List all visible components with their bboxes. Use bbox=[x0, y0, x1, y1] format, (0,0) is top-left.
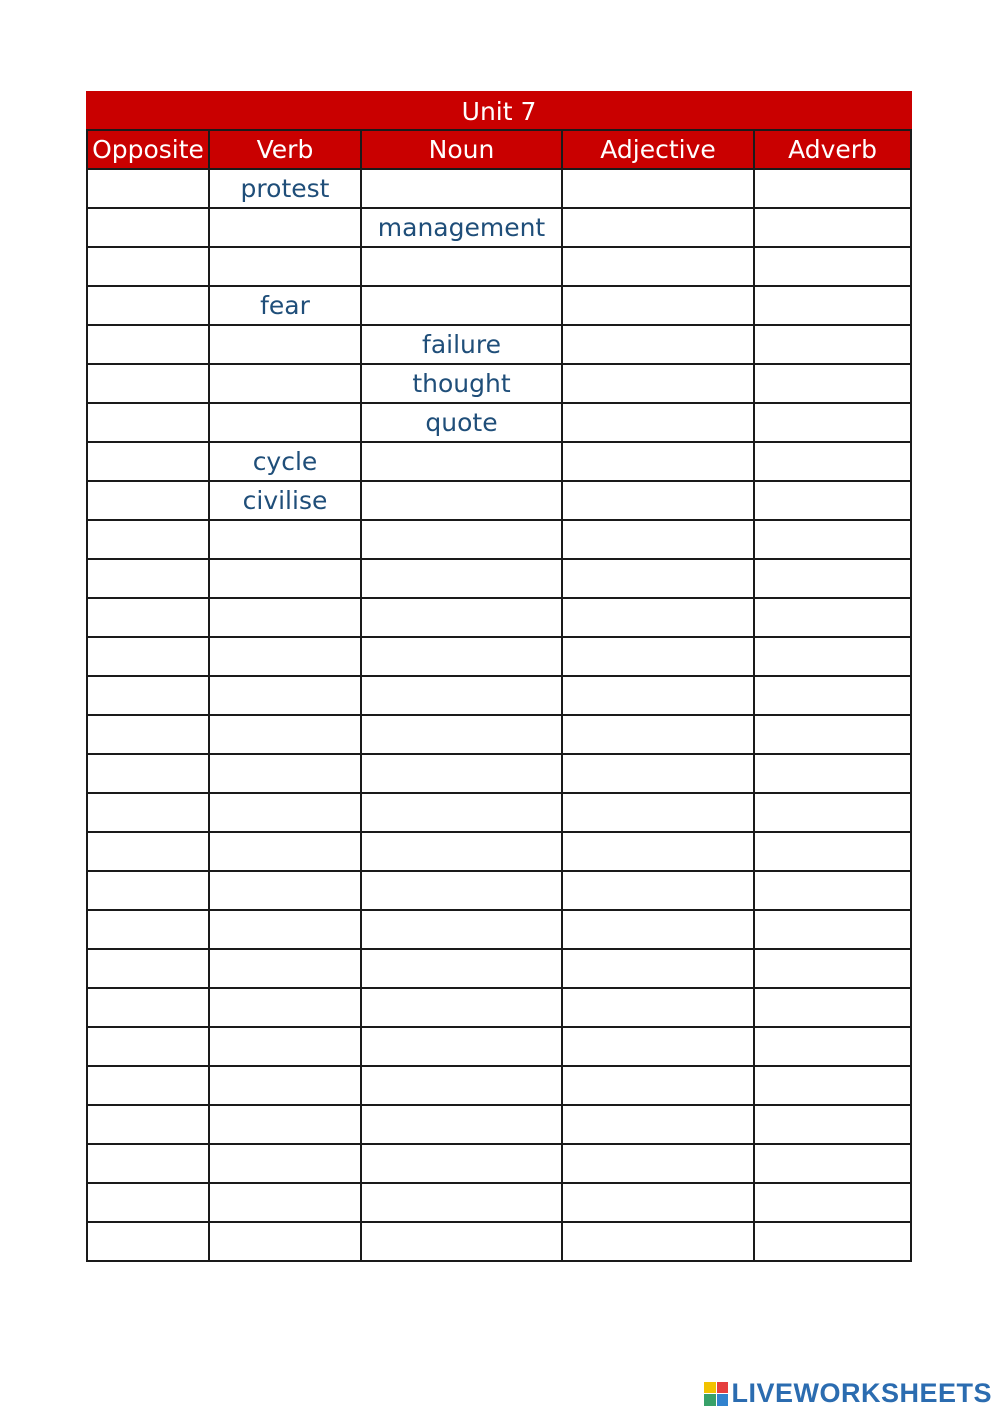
table-row bbox=[87, 1183, 911, 1222]
logo-square bbox=[704, 1394, 716, 1406]
column-header-noun: Noun bbox=[361, 130, 562, 169]
table-row bbox=[87, 715, 911, 754]
cell-adjective[interactable] bbox=[562, 676, 754, 715]
cell-adjective[interactable] bbox=[562, 1183, 754, 1222]
cell-adverb[interactable] bbox=[754, 910, 911, 949]
cell-adverb[interactable] bbox=[754, 1183, 911, 1222]
cell-verb[interactable] bbox=[209, 520, 361, 559]
cell-verb[interactable] bbox=[209, 793, 361, 832]
cell-verb: cycle bbox=[209, 442, 361, 481]
cell-opposite[interactable] bbox=[87, 637, 209, 676]
cell-adverb[interactable] bbox=[754, 481, 911, 520]
cell-adjective[interactable] bbox=[562, 949, 754, 988]
cell-adjective[interactable] bbox=[562, 715, 754, 754]
cell-opposite[interactable] bbox=[87, 208, 209, 247]
cell-adverb[interactable] bbox=[754, 949, 911, 988]
cell-opposite[interactable] bbox=[87, 325, 209, 364]
cell-adjective[interactable] bbox=[562, 325, 754, 364]
cell-adverb[interactable] bbox=[754, 325, 911, 364]
cell-verb[interactable] bbox=[209, 1183, 361, 1222]
cell-adverb[interactable] bbox=[754, 1105, 911, 1144]
cell-noun[interactable] bbox=[361, 1222, 562, 1261]
table-row bbox=[87, 598, 911, 637]
column-header-verb: Verb bbox=[209, 130, 361, 169]
cell-adverb[interactable] bbox=[754, 1027, 911, 1066]
cell-noun[interactable] bbox=[361, 988, 562, 1027]
cell-adverb[interactable] bbox=[754, 247, 911, 286]
cell-adverb[interactable] bbox=[754, 1222, 911, 1261]
table-row bbox=[87, 364, 911, 403]
cell-adjective[interactable] bbox=[562, 910, 754, 949]
cell-adverb[interactable] bbox=[754, 520, 911, 559]
cell-noun[interactable] bbox=[361, 871, 562, 910]
table-row bbox=[87, 910, 911, 949]
cell-noun[interactable] bbox=[361, 247, 562, 286]
table-row bbox=[87, 286, 911, 325]
cell-noun[interactable] bbox=[361, 1066, 562, 1105]
cell-adverb[interactable] bbox=[754, 169, 911, 208]
cell-opposite[interactable] bbox=[87, 1027, 209, 1066]
cell-noun[interactable] bbox=[361, 637, 562, 676]
cell-verb[interactable] bbox=[209, 637, 361, 676]
cell-verb[interactable] bbox=[209, 598, 361, 637]
cell-opposite[interactable] bbox=[87, 286, 209, 325]
cell-verb[interactable] bbox=[209, 754, 361, 793]
cell-verb[interactable] bbox=[209, 364, 361, 403]
cell-verb[interactable] bbox=[209, 676, 361, 715]
cell-adjective[interactable] bbox=[562, 1066, 754, 1105]
cell-verb[interactable] bbox=[209, 871, 361, 910]
table-body bbox=[87, 169, 911, 1261]
cell-verb[interactable] bbox=[209, 949, 361, 988]
cell-adverb[interactable] bbox=[754, 598, 911, 637]
cell-opposite[interactable] bbox=[87, 364, 209, 403]
cell-adjective[interactable] bbox=[562, 286, 754, 325]
table-row bbox=[87, 1144, 911, 1183]
cell-adverb[interactable] bbox=[754, 442, 911, 481]
cell-noun[interactable] bbox=[361, 754, 562, 793]
cell-opposite[interactable] bbox=[87, 715, 209, 754]
table-row bbox=[87, 247, 911, 286]
cell-verb[interactable] bbox=[209, 559, 361, 598]
column-header-adjective: Adjective bbox=[562, 130, 754, 169]
cell-adverb[interactable] bbox=[754, 208, 911, 247]
logo-text: LIVEWORKSHEETS bbox=[731, 1378, 992, 1408]
cell-adjective[interactable] bbox=[562, 364, 754, 403]
cell-noun[interactable] bbox=[361, 949, 562, 988]
table-row bbox=[87, 754, 911, 793]
table-row bbox=[87, 1027, 911, 1066]
cell-adjective[interactable] bbox=[562, 169, 754, 208]
cell-adjective[interactable] bbox=[562, 481, 754, 520]
cell-adverb[interactable] bbox=[754, 754, 911, 793]
cell-noun[interactable] bbox=[361, 793, 562, 832]
cell-adjective[interactable] bbox=[562, 793, 754, 832]
cell-adjective[interactable] bbox=[562, 442, 754, 481]
cell-noun[interactable] bbox=[361, 481, 562, 520]
table-row bbox=[87, 871, 911, 910]
cell-noun[interactable] bbox=[361, 715, 562, 754]
cell-adjective[interactable] bbox=[562, 637, 754, 676]
cell-verb: fear bbox=[209, 286, 361, 325]
cell-adverb[interactable] bbox=[754, 832, 911, 871]
cell-opposite[interactable] bbox=[87, 169, 209, 208]
table-row bbox=[87, 676, 911, 715]
cell-adverb[interactable] bbox=[754, 286, 911, 325]
title-row bbox=[87, 92, 911, 130]
cell-noun[interactable] bbox=[361, 559, 562, 598]
cell-verb[interactable] bbox=[209, 247, 361, 286]
table-row bbox=[87, 1105, 911, 1144]
cell-opposite[interactable] bbox=[87, 949, 209, 988]
cell-opposite[interactable] bbox=[87, 910, 209, 949]
cell-adverb[interactable] bbox=[754, 364, 911, 403]
cell-adverb[interactable] bbox=[754, 793, 911, 832]
cell-adverb[interactable] bbox=[754, 988, 911, 1027]
cell-opposite[interactable] bbox=[87, 988, 209, 1027]
table-row bbox=[87, 1222, 911, 1261]
cell-adjective[interactable] bbox=[562, 520, 754, 559]
cell-opposite[interactable] bbox=[87, 559, 209, 598]
cell-adverb[interactable] bbox=[754, 871, 911, 910]
cell-verb[interactable] bbox=[209, 1027, 361, 1066]
cell-adjective[interactable] bbox=[562, 247, 754, 286]
cell-opposite[interactable] bbox=[87, 754, 209, 793]
cell-opposite[interactable] bbox=[87, 793, 209, 832]
column-header-adverb: Adverb bbox=[754, 130, 911, 169]
table-row bbox=[87, 637, 911, 676]
cell-noun: thought bbox=[361, 364, 562, 403]
cell-noun[interactable] bbox=[361, 286, 562, 325]
cell-opposite[interactable] bbox=[87, 598, 209, 637]
cell-adverb[interactable] bbox=[754, 1144, 911, 1183]
cell-opposite[interactable] bbox=[87, 1183, 209, 1222]
logo-square bbox=[717, 1382, 729, 1394]
cell-noun: management bbox=[361, 208, 562, 247]
cell-opposite[interactable] bbox=[87, 442, 209, 481]
cell-verb[interactable] bbox=[209, 403, 361, 442]
cell-noun[interactable] bbox=[361, 1027, 562, 1066]
cell-opposite[interactable] bbox=[87, 247, 209, 286]
table-row bbox=[87, 793, 911, 832]
cell-noun[interactable] bbox=[361, 520, 562, 559]
cell-adjective[interactable] bbox=[562, 1144, 754, 1183]
cell-adjective[interactable] bbox=[562, 832, 754, 871]
cell-opposite[interactable] bbox=[87, 676, 209, 715]
cell-adjective[interactable] bbox=[562, 559, 754, 598]
cell-verb: protest bbox=[209, 169, 361, 208]
cell-adjective[interactable] bbox=[562, 1027, 754, 1066]
cell-verb[interactable] bbox=[209, 910, 361, 949]
cell-verb[interactable] bbox=[209, 325, 361, 364]
cell-noun[interactable] bbox=[361, 169, 562, 208]
table-row bbox=[87, 832, 911, 871]
table-row bbox=[87, 949, 911, 988]
cell-adverb[interactable] bbox=[754, 676, 911, 715]
cell-adjective[interactable] bbox=[562, 403, 754, 442]
unit-title: Unit 7 bbox=[87, 92, 911, 130]
cell-opposite[interactable] bbox=[87, 1105, 209, 1144]
cell-noun: failure bbox=[361, 325, 562, 364]
cell-verb[interactable] bbox=[209, 1144, 361, 1183]
cell-noun[interactable] bbox=[361, 676, 562, 715]
cell-adverb[interactable] bbox=[754, 637, 911, 676]
cell-opposite[interactable] bbox=[87, 403, 209, 442]
cell-verb[interactable] bbox=[209, 208, 361, 247]
table-row bbox=[87, 1066, 911, 1105]
logo-square bbox=[704, 1382, 716, 1394]
cell-noun[interactable] bbox=[361, 1144, 562, 1183]
header-row bbox=[87, 130, 911, 169]
table-row bbox=[87, 403, 911, 442]
cell-noun[interactable] bbox=[361, 832, 562, 871]
table-row bbox=[87, 559, 911, 598]
cell-verb: civilise bbox=[209, 481, 361, 520]
cell-adverb[interactable] bbox=[754, 1066, 911, 1105]
cell-verb[interactable] bbox=[209, 832, 361, 871]
cell-adjective[interactable] bbox=[562, 754, 754, 793]
cell-noun: quote bbox=[361, 403, 562, 442]
cell-verb[interactable] bbox=[209, 1066, 361, 1105]
table-row bbox=[87, 520, 911, 559]
cell-opposite[interactable] bbox=[87, 1222, 209, 1261]
cell-verb[interactable] bbox=[209, 1222, 361, 1261]
cell-adjective[interactable] bbox=[562, 208, 754, 247]
cell-opposite[interactable] bbox=[87, 481, 209, 520]
table-row bbox=[87, 481, 911, 520]
cell-adjective[interactable] bbox=[562, 1105, 754, 1144]
worksheet-table bbox=[86, 91, 912, 1262]
cell-noun[interactable] bbox=[361, 1105, 562, 1144]
cell-opposite[interactable] bbox=[87, 520, 209, 559]
cell-adjective[interactable] bbox=[562, 1222, 754, 1261]
logo-square bbox=[717, 1394, 729, 1406]
cell-opposite[interactable] bbox=[87, 832, 209, 871]
cell-verb[interactable] bbox=[209, 988, 361, 1027]
table-row bbox=[87, 208, 911, 247]
cell-opposite[interactable] bbox=[87, 871, 209, 910]
cell-adverb[interactable] bbox=[754, 403, 911, 442]
cell-adjective[interactable] bbox=[562, 988, 754, 1027]
cell-adverb[interactable] bbox=[754, 715, 911, 754]
cell-verb[interactable] bbox=[209, 1105, 361, 1144]
liveworksheets-logo bbox=[704, 1378, 992, 1409]
cell-adverb[interactable] bbox=[754, 559, 911, 598]
table-row bbox=[87, 169, 911, 208]
cell-noun[interactable] bbox=[361, 1183, 562, 1222]
liveworksheets-logo-icon bbox=[704, 1382, 728, 1406]
table-row bbox=[87, 325, 911, 364]
cell-adjective[interactable] bbox=[562, 871, 754, 910]
cell-noun[interactable] bbox=[361, 598, 562, 637]
cell-verb[interactable] bbox=[209, 715, 361, 754]
cell-noun[interactable] bbox=[361, 442, 562, 481]
cell-opposite[interactable] bbox=[87, 1144, 209, 1183]
cell-noun[interactable] bbox=[361, 910, 562, 949]
cell-opposite[interactable] bbox=[87, 1066, 209, 1105]
cell-adjective[interactable] bbox=[562, 598, 754, 637]
table-row bbox=[87, 442, 911, 481]
column-header-opposite: Opposite bbox=[87, 130, 209, 169]
table-row bbox=[87, 988, 911, 1027]
